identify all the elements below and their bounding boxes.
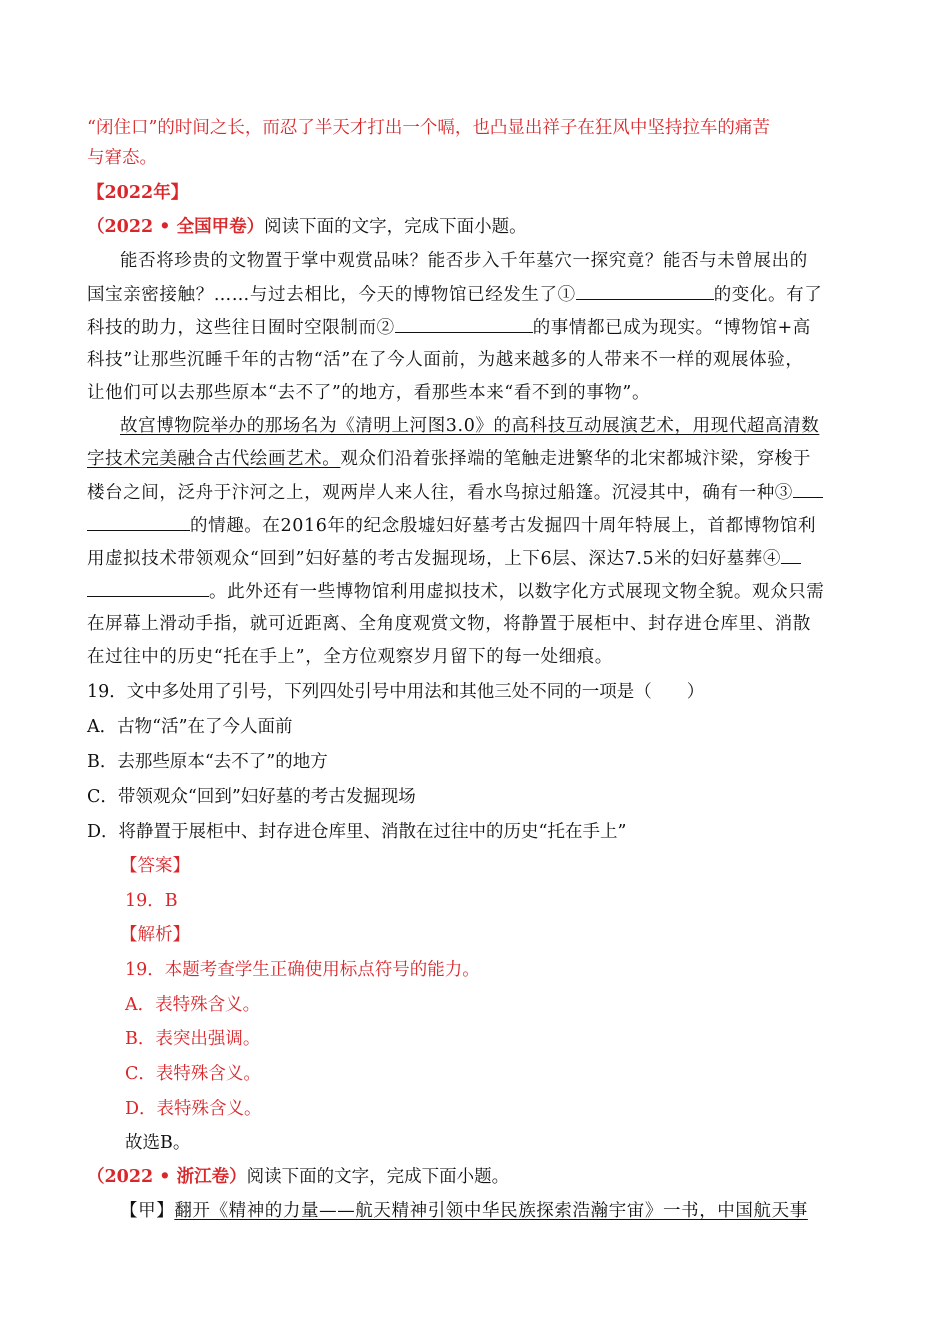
passage-text: 。此外还有一些博物馆利用虚拟技术，以数字化方式展现文物全貌。观众只需 <box>209 582 825 602</box>
passage-text: 的情趣。在2016年的纪念殷墟妇好墓考古发掘四十周年特展上，首都博物馆利 <box>190 516 817 536</box>
continuation-line-1: “闭住口”的时间之长，而忍了半天才打出一个嗝，也凸显出祥子在狂风中坚持拉车的痛苦 <box>87 118 770 138</box>
passage-text: 的事情都已成为现实。“博物馆+高 <box>532 318 811 338</box>
fill-blank-4a[interactable] <box>781 546 801 564</box>
next-question-source: （2022 • 浙江卷） <box>87 1167 247 1187</box>
next-passage-line-1 <box>120 1199 808 1223</box>
option-b: B．去那些原本“去不了”的地方 <box>87 752 328 772</box>
passage-p1-line-4: 科技”让那些沉睡千年的古物“活”在了今人面前，为越来越多的人带来不一样的观展体验， <box>87 350 804 370</box>
option-c: C．带领观众“回到”妇好墓的考古发掘现场 <box>87 787 416 807</box>
passage-p2-line-5 <box>87 546 801 570</box>
passage-p1-line-3 <box>87 315 811 339</box>
question-19: 19．文中多处用了引号，下列四处引号中用法和其他三处不同的一项是（ ） <box>87 682 705 702</box>
fill-blank-3a[interactable] <box>793 480 823 498</box>
passage-p2-line-1: 故宫博物院举办的那场名为《清明上河图3.0》的高科技互动展演艺术，用现代超高清数 <box>120 416 820 436</box>
passage-p1-line-2 <box>87 282 822 306</box>
option-a: A．古物“活”在了今人面前 <box>87 717 293 737</box>
passage-text: 楼台之间，泛舟于汴河之上，观两岸人来人往，看水鸟掠过船篷。沉浸其中，确有一种③ <box>87 483 793 503</box>
passage-p2-line-7: 在屏幕上滑动手指，就可近距离、全角度观赏文物，将静置于展柜中、封存进仓库里、消散 <box>87 614 811 634</box>
passage-p2-line-2 <box>87 447 811 471</box>
fill-blank-1[interactable] <box>576 282 714 300</box>
question-source-line <box>87 215 527 239</box>
passage-text: 科技的助力，这些往日囿时空限制而② <box>87 318 395 338</box>
fill-blank-4b[interactable] <box>87 579 209 597</box>
passage-text: 的变化。有了 <box>713 285 823 305</box>
analysis-label: 【解析】 <box>120 925 190 945</box>
analysis-c: C．表特殊含义。 <box>125 1064 261 1084</box>
year-heading: 【2022年】 <box>87 183 189 203</box>
answer-value: 19．B <box>125 891 178 911</box>
passage-text: 用虚拟技术带领观众“回到”妇好墓的考古发掘现场，上下6层、深达7.5米的妇好墓葬④ <box>87 549 781 569</box>
passage-p1-line-1: 能否将珍贵的文物置于掌中观赏品味？能否步入千年墓穴一探究竟？能否与未曾展出的 <box>120 251 808 271</box>
analysis-d: D．表特殊含义。 <box>125 1099 262 1119</box>
passage-p2-line-6 <box>87 579 824 603</box>
question-source: （2022 • 全国甲卷） <box>87 217 265 237</box>
continuation-line-2: 与窘态。 <box>87 148 157 168</box>
analysis-intro: 19．本题考查学生正确使用标点符号的能力。 <box>125 960 480 980</box>
next-question-source-line <box>87 1165 509 1189</box>
passage-text: 国宝亲密接触？……与过去相比，今天的博物馆已经发生了① <box>87 285 576 305</box>
passage-p2-line-4 <box>87 513 816 537</box>
question-instruction: 阅读下面的文字，完成下面小题。 <box>264 217 527 237</box>
passage-jia-text: 翻开《精神的力量——航天精神引领中华民族探索浩瀚宇宙》一书，中国航天事 <box>174 1201 808 1221</box>
passage-p2-line-3 <box>87 480 823 504</box>
passage-p2-line-8: 在过往中的历史“托在手上”，全方位观察岁月留下的每一处细痕。 <box>87 647 613 667</box>
analysis-b: B．表突出强调。 <box>125 1029 261 1049</box>
fill-blank-2[interactable] <box>395 315 533 333</box>
next-question-instruction: 阅读下面的文字，完成下面小题。 <box>246 1167 510 1187</box>
fill-blank-3b[interactable] <box>87 513 190 531</box>
passage-text: 观众们沿着张择端的笔触走进繁华的北宋都城汴梁，穿梭于 <box>340 449 812 469</box>
passage-jia-label: 【甲】 <box>120 1201 175 1221</box>
passage-p1-line-5: 让他们可以去那些原本“去不了”的地方，看那些本来“看不到的事物”。 <box>87 383 651 403</box>
answer-label: 【答案】 <box>120 856 190 876</box>
analysis-a: A．表特殊含义。 <box>125 995 261 1015</box>
option-d: D．将静置于展柜中、封存进仓库里、消散在过往中的历史“托在手上” <box>87 822 627 842</box>
analysis-conclusion: 故选B。 <box>125 1133 191 1153</box>
underlined-sentence: 字技术完美融合古代绘画艺术。 <box>87 449 341 469</box>
